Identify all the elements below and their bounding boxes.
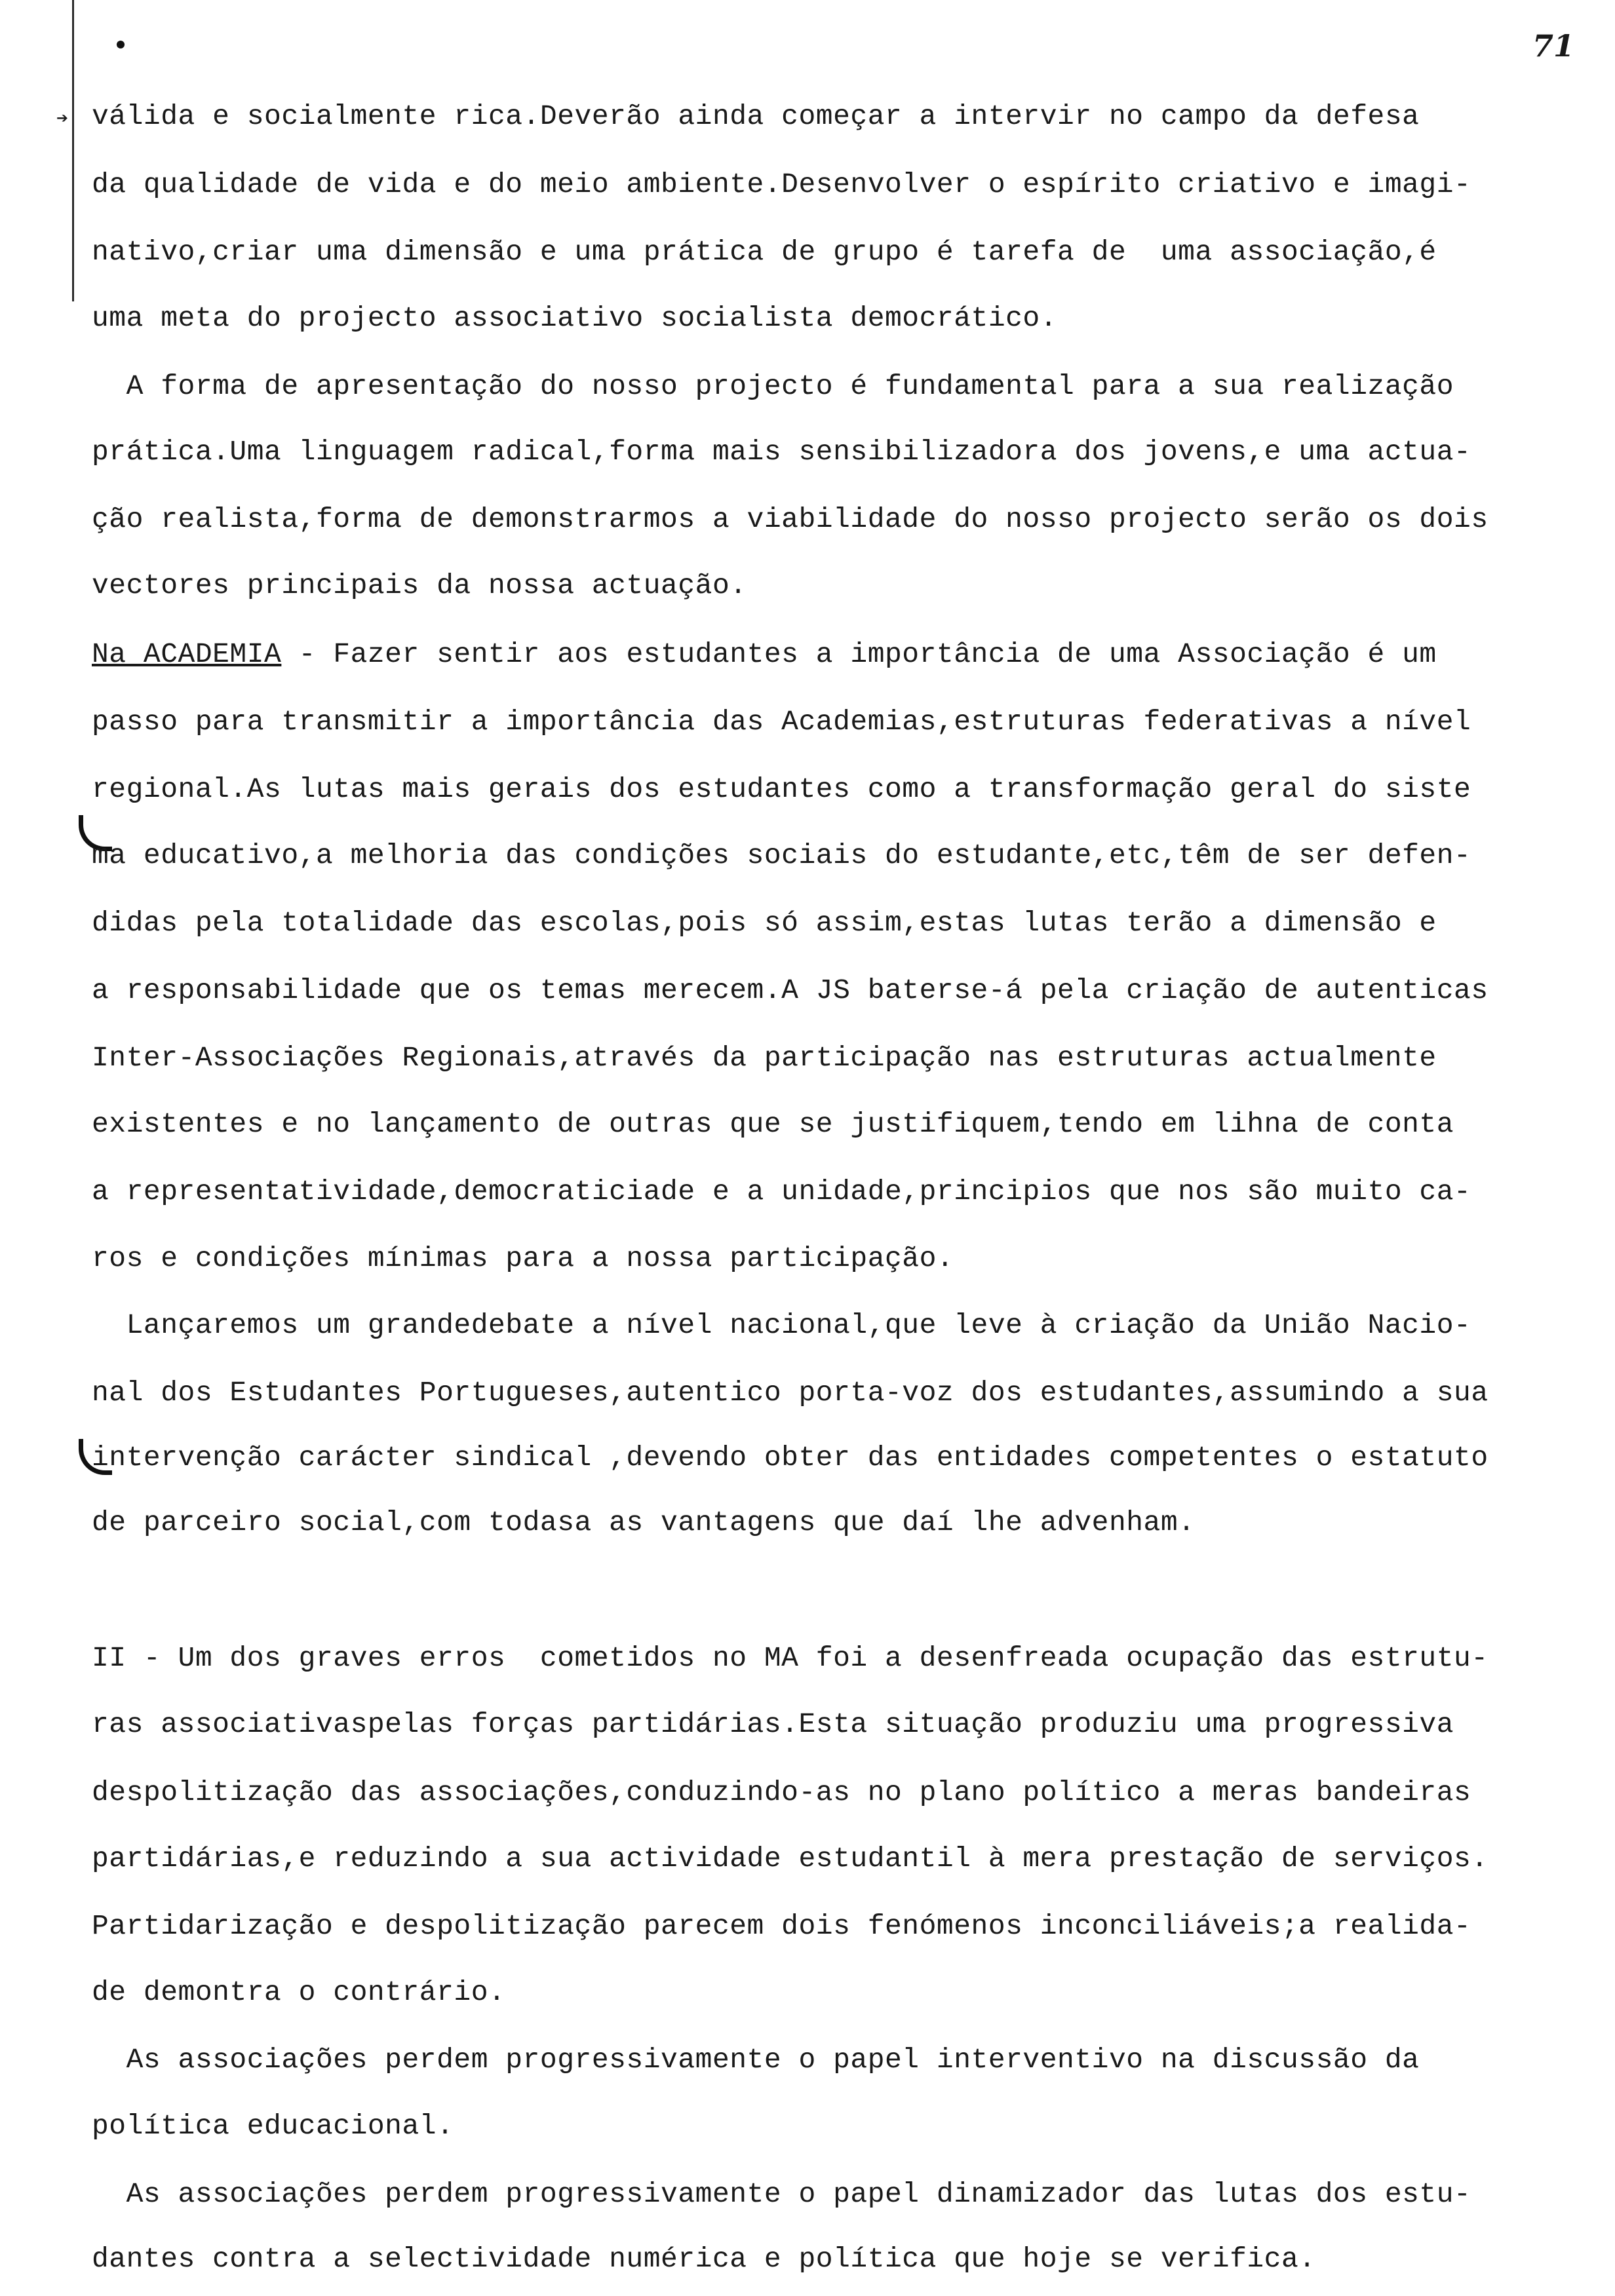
text-line: intervenção carácter sindical ,devendo obter das entidades competentes o estatuto bbox=[92, 1442, 1489, 1474]
text-line: didas pela totalidade das escolas,pois só assim,estas lutas terão a dimensão e bbox=[92, 907, 1437, 939]
text-line: válida e socialmente rica.Deverão ainda começar a intervir no campo da defesa bbox=[92, 100, 1420, 132]
text-line: Partidarização e despolitização parecem dois fenómenos inconciliáveis;a realida- bbox=[92, 1910, 1471, 1942]
text-line: Inter-Associações Regionais,através da participação nas estruturas actualmente bbox=[92, 1042, 1437, 1074]
text-line: despolitização das associações,conduzindo-as no plano político a meras bandeiras bbox=[92, 1776, 1471, 1808]
margin-line bbox=[72, 0, 74, 301]
text-line: da qualidade de vida e do meio ambiente.Desenvolver o espírito criativo e imagi- bbox=[92, 168, 1471, 201]
text-line: ras associativaspelas forças partidárias.Esta situação produziu uma progressiva bbox=[92, 1708, 1454, 1740]
page-number: 71 bbox=[1532, 28, 1575, 64]
text-line-body: - Fazer sentir aos estudantes a importância de uma Associação é um bbox=[281, 638, 1437, 670]
text-line: existentes e no lançamento de outras que se justifiquem,tendo em lihna de conta bbox=[92, 1108, 1454, 1140]
text-line: As associações perdem progressivamente o papel dinamizador das lutas dos estu- bbox=[92, 2178, 1471, 2210]
text-line: passo para transmitir a importância das Academias,estruturas federativas a nível bbox=[92, 706, 1471, 738]
text-line: ros e condições mínimas para a nossa participação. bbox=[92, 1242, 954, 1274]
text-line: nal dos Estudantes Portugueses,autentico porta-voz dos estudantes,assumindo a sua bbox=[92, 1377, 1489, 1409]
text-line: As associações perdem progressivamente o papel interventivo na discussão da bbox=[92, 2044, 1420, 2076]
text-line: ma educativo,a melhoria das condições sociais do estudante,etc,têm de ser defen- bbox=[92, 839, 1471, 871]
text-line: Lançaremos um grandedebate a nível nacional,que leve à criação da União Nacio- bbox=[92, 1309, 1471, 1341]
text-line: nativo,criar uma dimensão e uma prática de grupo é tarefa de uma associação,é bbox=[92, 236, 1437, 268]
text-line: partidárias,e reduzindo a sua actividade estudantil à mera prestação de serviços. bbox=[92, 1843, 1489, 1875]
text-line: vectores principais da nossa actuação. bbox=[92, 569, 747, 602]
text-line: uma meta do projecto associativo socialista democrático. bbox=[92, 302, 1058, 334]
text-line: ção realista,forma de demonstrarmos a viabilidade do nosso projecto serão os dois bbox=[92, 503, 1489, 535]
text-line: dantes contra a selectividade numérica e política que hoje se verifica. bbox=[92, 2243, 1316, 2275]
text-line: a responsabilidade que os temas merecem.A JS baterse-á pela criação de autenticas bbox=[92, 974, 1489, 1006]
margin-arrow-icon: ➔ bbox=[56, 109, 69, 131]
section-heading: Na ACADEMIA bbox=[92, 638, 282, 670]
text-line: II - Um dos graves erros cometidos no MA foi a desenfreada ocupação das estrutu- bbox=[92, 1642, 1489, 1674]
text-line bbox=[92, 636, 1437, 673]
text-line: regional.As lutas mais gerais dos estudantes como a transformação geral do siste bbox=[92, 773, 1471, 805]
text-line: de parceiro social,com todasa as vantagens que daí lhe advenham. bbox=[92, 1506, 1196, 1539]
margin-dot bbox=[117, 41, 125, 48]
text-line: prática.Uma linguagem radical,forma mais sensibilizadora dos jovens,e uma actua- bbox=[92, 436, 1471, 468]
text-line: A forma de apresentação do nosso projecto é fundamental para a sua realização bbox=[92, 370, 1454, 402]
text-line: a representatividade,democraticiade e a unidade,principios que nos são muito ca- bbox=[92, 1176, 1471, 1208]
text-line: política educacional. bbox=[92, 2110, 454, 2142]
text-line: de demontra o contrário. bbox=[92, 1976, 506, 2008]
